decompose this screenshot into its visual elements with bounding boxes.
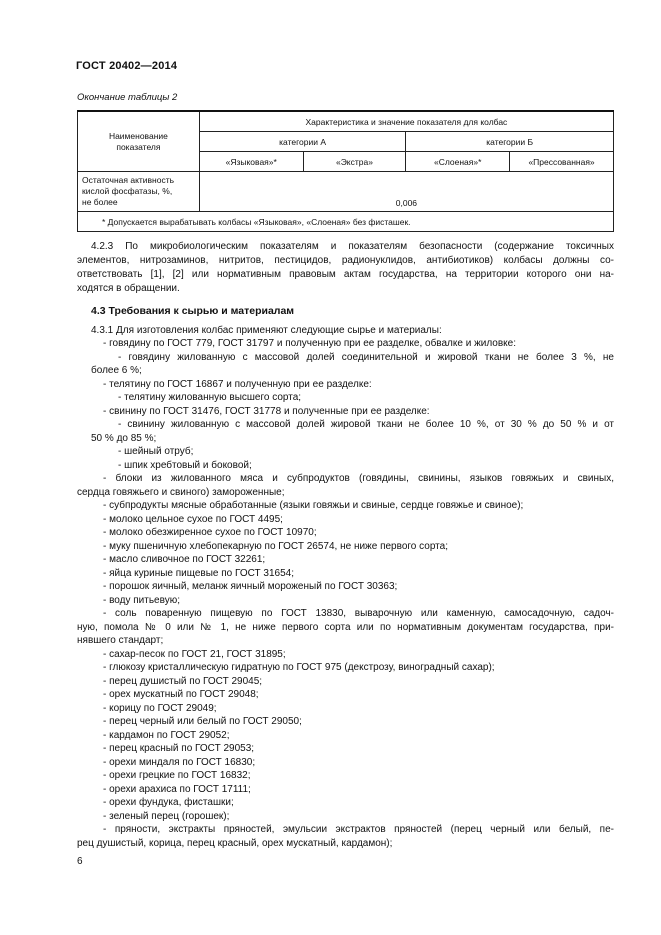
- table-header-category-b: категории Б: [406, 132, 614, 152]
- para-text: элементов, нитрозаминов, нитритов, пестицидов, радионуклидов, антибиотиков) колбасы должны со-: [77, 255, 614, 266]
- table-header-col-yazykovaya: «Языковая»*: [199, 152, 303, 172]
- list-item: [103, 473, 614, 484]
- list-item: - молоко обезжиренное сухое по ГОСТ 10970;: [103, 527, 317, 538]
- list-text: - говядину жилованную с массовой долей соединительной и жировой ткани не более 3 %, не: [118, 352, 614, 363]
- table-2: [77, 110, 614, 232]
- list-text: - блоки из жилованного мяса и субпродуктов (говядины, свинины, языков говяжьих и свиных,: [103, 473, 614, 484]
- list-text: - пряности, экстракты пряностей, эмульсии экстрактов пряностей (перец черный или белый, пе-: [103, 824, 614, 835]
- list-item-cont: рец душистый, корица, перец красный, орех мускатный, кардамон);: [77, 838, 393, 849]
- table-header-name: [78, 111, 200, 172]
- list-item: - орехи арахиса по ГОСТ 17111;: [103, 784, 251, 795]
- page-number: 6: [77, 856, 83, 867]
- list-item: - перец душистый по ГОСТ 29045;: [103, 676, 263, 687]
- list-intro: 4.3.1 Для изготовления колбас применяют следующие сырье и материалы:: [91, 325, 442, 336]
- list-item: - зеленый перец (горошек);: [103, 811, 230, 822]
- list-item-cont: более 6 %;: [91, 365, 142, 376]
- para-text: 4.2.3 По микробиологическим показателям и показателям безопасности (содержание токсичных: [91, 241, 614, 252]
- row-label-line: Остаточная активность: [82, 175, 175, 185]
- list-item: - муку пшеничную хлебопекарную по ГОСТ 26574, не ниже первого сорта;: [103, 541, 448, 552]
- list-item-cont: 50 % до 85 %;: [91, 433, 157, 444]
- list-text: - соль поваренную пищевую по ГОСТ 13830, выварочную или каменную, самосадочную, садоч-: [103, 608, 614, 619]
- table-header-category-a: категории А: [199, 132, 406, 152]
- table-header-characteristic: Характеристика и значение показателя для колбас: [199, 111, 613, 132]
- list-item: - перец красный по ГОСТ 29053;: [103, 743, 255, 754]
- document-header: ГОСТ 20402—2014: [76, 60, 178, 72]
- list-item: - шпик хребтовый и боковой;: [118, 460, 252, 471]
- row-label-line: кислой фосфатазы, %,: [82, 186, 173, 196]
- table-row-value: 0,006: [199, 172, 613, 212]
- list-item: - телятину жилованную высшего сорта;: [118, 392, 302, 403]
- list-item: [118, 352, 614, 363]
- row-label-line: не более: [82, 197, 118, 207]
- list-item: - порошок яичный, меланж яичный мороженый по ГОСТ 30363;: [103, 581, 398, 592]
- list-item: - кардамон по ГОСТ 29052;: [103, 730, 230, 741]
- table-header-col-pressovannaya: «Прессованная»: [510, 152, 614, 172]
- list-item: - говядину по ГОСТ 779, ГОСТ 31797 и полученную при ее разделке, обвалке и жиловке:: [103, 338, 517, 349]
- list-item: - шейный отруб;: [118, 446, 194, 457]
- para-line: ходятся в обращении.: [77, 283, 180, 294]
- footnote-text: * Допускается вырабатывать колбасы «Языковая», «Слоеная» без фисташек.: [102, 216, 411, 227]
- list-item-cont: сердца говяжьего и свиного) замороженные;: [77, 487, 285, 498]
- list-item: - орехи грецкие по ГОСТ 16832;: [103, 770, 251, 781]
- table-header-col-sloenaya: «Слоеная»*: [406, 152, 510, 172]
- list-item: - свинину по ГОСТ 31476, ГОСТ 31778 и полученные при ее разделке:: [103, 406, 430, 417]
- table-row-label: [78, 172, 200, 212]
- table-footnote: [78, 212, 614, 232]
- list-item: - перец черный или белый по ГОСТ 29050;: [103, 716, 302, 727]
- list-item: - орехи фундука, фисташки;: [103, 797, 234, 808]
- para-line: [77, 255, 614, 266]
- list-item: - сахар-песок по ГОСТ 21, ГОСТ 31895;: [103, 649, 286, 660]
- table-caption: Окончание таблицы 2: [77, 92, 178, 103]
- list-item: [103, 608, 614, 619]
- list-item: - воду питьевую;: [103, 595, 180, 606]
- table-header-col-ekstra: «Экстра»: [303, 152, 406, 172]
- para-line: [77, 269, 614, 280]
- list-item: - орехи миндаля по ГОСТ 16830;: [103, 757, 256, 768]
- list-item: - молоко цельное сухое по ГОСТ 4495;: [103, 514, 283, 525]
- name-header-text: Наименование показателя: [108, 130, 168, 152]
- list-item-cont: [77, 622, 614, 633]
- list-item: - масло сливочное по ГОСТ 32261;: [103, 554, 266, 565]
- list-item: - яйца куриные пищевые по ГОСТ 31654;: [103, 568, 295, 579]
- section-heading: 4.3 Требования к сырью и материалам: [91, 305, 295, 317]
- list-item: [103, 824, 614, 835]
- para-text: ответствовать [1], [2] или нормативным правовым актам государства, на территории которого они на-: [77, 269, 614, 280]
- list-item: - орех мускатный по ГОСТ 29048;: [103, 689, 259, 700]
- list-item-cont: нявшего стандарт;: [77, 635, 164, 646]
- list-item: - телятину по ГОСТ 16867 и полученную при ее разделке:: [103, 379, 372, 390]
- list-item: - глюкозу кристаллическую гидратную по ГОСТ 975 (декстрозу, виноградный сахар);: [103, 662, 495, 673]
- list-item: [118, 419, 614, 430]
- list-item: - корицу по ГОСТ 29049;: [103, 703, 217, 714]
- list-text: ную, помола № 0 или № 1, не ниже первого сорта или по нормативным документам государства, при-: [77, 622, 614, 633]
- para-line: [91, 241, 614, 252]
- list-item: - субпродукты мясные обработанные (языки говяжьи и свиные, сердце говяжье и свиное);: [103, 500, 524, 511]
- list-text: - свинину жилованную с массовой долей жировой ткани не более 10 %, от 30 % до 50 % и от: [118, 419, 614, 430]
